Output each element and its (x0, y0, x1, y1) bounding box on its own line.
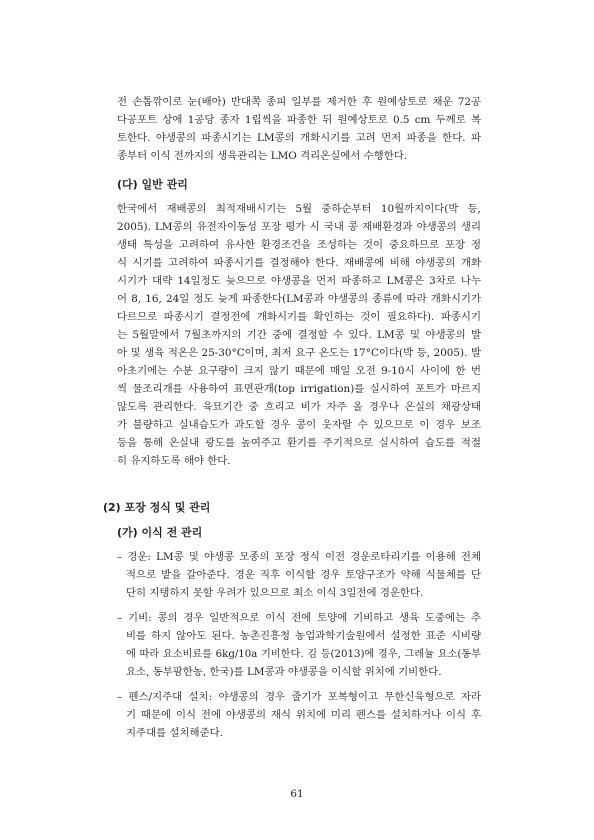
section-heading-field-planting: (2) 포장 정식 및 관리 (103, 501, 211, 514)
text-line: 전 손톱깎이로 눈(배아) 반대쪽 종피 일부를 제거한 후 원예상토로 채운 72공 (117, 96, 481, 108)
text-line: 요소, 동부팜한농, 한국)를 LM콩과 야생콩을 이식할 위치에 기비한다. (126, 666, 442, 678)
text-line: – 경운: LM콩 및 야생콩 모종의 포장 정식 이전 경운로타리기를 이용해 전체 (117, 551, 481, 563)
text-line: 않도록 관리한다. 육묘기간 중 흐리고 비가 자주 올 경우나 온실의 채광상태 (117, 401, 481, 413)
text-line: 한국에서 재배콩의 최적재배시기는 5월 중하순부터 10월까지이다(박 등, (117, 203, 481, 215)
text-line: – 펜스/지주대 설치: 야생콩의 경우 줄기가 포복형이고 무한신육형으로 자라 (117, 691, 481, 703)
text-line: 씩 물조리개를 사용하여 표면관개(top irrigation)를 실시하여 포트가 마르지 (117, 383, 481, 395)
text-line: 기 때문에 이식 전에 야생콩의 재식 위치에 미리 펜스를 설치하거나 이식 후 (126, 709, 481, 721)
text-line: 비를 하지 않아도 된다. 농촌진흥청 농업과학기술원에서 설정한 표준 시비량 (126, 630, 481, 642)
section-heading-pre-transplant: (가) 이식 전 관리 (117, 526, 203, 539)
text-line: 다르므로 파종시기 결정전에 개화시기를 확인하는 것이 필요하다). 파종시기 (117, 311, 481, 323)
text-line: 생태 특성을 고려하여 유사한 환경조건을 조성하는 것이 중요하므로 포장 정 (117, 239, 481, 251)
text-line: 토한다. 야생콩의 파종시기는 LM콩의 개화시기를 고려 먼저 파종을 한다. 파 (117, 132, 481, 144)
text-line: 다공포트 상에 1공당 종자 1립씩을 파종한 뒤 원예상토로 0.5 cm 두께로 복 (117, 114, 481, 126)
text-line: 는 5월말에서 7월초까지의 기간 중에 결정할 수 있다. LM콩 및 야생콩의 발 (117, 329, 481, 341)
text-line: 적으로 밭을 갈아준다. 경운 직후 이식할 경우 토양구조가 약해 식물체를 단 (126, 569, 481, 581)
text-line: 에 따라 요소비료를 6kg/10a 기비한다. 김 등(2013)에 경우, 그레뉼 요소(동부 (126, 649, 481, 660)
page-number: 61 (290, 788, 304, 800)
text-line: 등을 통해 온실내 광도를 높여주고 환기를 주기적으로 실시하여 습도를 적절 (117, 437, 481, 449)
text-line: 지주대를 설치해준다. (126, 727, 223, 739)
text-line: 2005). LM콩의 유전자이동성 포장 평가 시 국내 콩 재배환경과 야생콩의 생리 (117, 221, 481, 233)
text-line: 아 및 생육 적온은 25-30°C이며, 최저 요구 온도는 17°C이다(박 등, 2005). 발 (117, 347, 481, 359)
text-line: 아초기에는 수분 요구량이 크지 않기 때문에 매일 오전 9-10시 사이에 한 번 (117, 365, 481, 377)
text-line: – 기비: 콩의 경우 일반적으로 이식 전에 토양에 기비하고 생육 도중에는 추 (117, 612, 481, 624)
text-line: 히 유지하도록 해야 한다. (117, 455, 231, 467)
text-line: 종부터 이식 전까지의 생육관리는 LMO 격리온실에서 수행한다. (117, 150, 408, 162)
text-line: 어 8, 16, 24일 정도 늦게 파종한다(LM콩과 야생콩의 종류에 따라 개화시기가 (117, 293, 481, 305)
section-heading-general-management: (다) 일반 관리 (117, 178, 188, 191)
text-line: 단히 지탱하지 못할 우려가 있으므로 최소 이식 3일전에 경운한다. (126, 587, 424, 599)
text-line: 가 불량하고 실내습도가 과도할 경우 콩이 웃자랄 수 있으므로 이 경우 보조 (117, 419, 481, 431)
text-line: 시기가 대략 14일정도 늦으므로 야생콩을 먼저 파종하고 LM콩은 3차로 나누 (117, 275, 481, 287)
text-line: 식 시기를 고려하여 파종시기를 결정해야 한다. 재배콩에 비해 야생콩의 개화 (117, 257, 481, 269)
